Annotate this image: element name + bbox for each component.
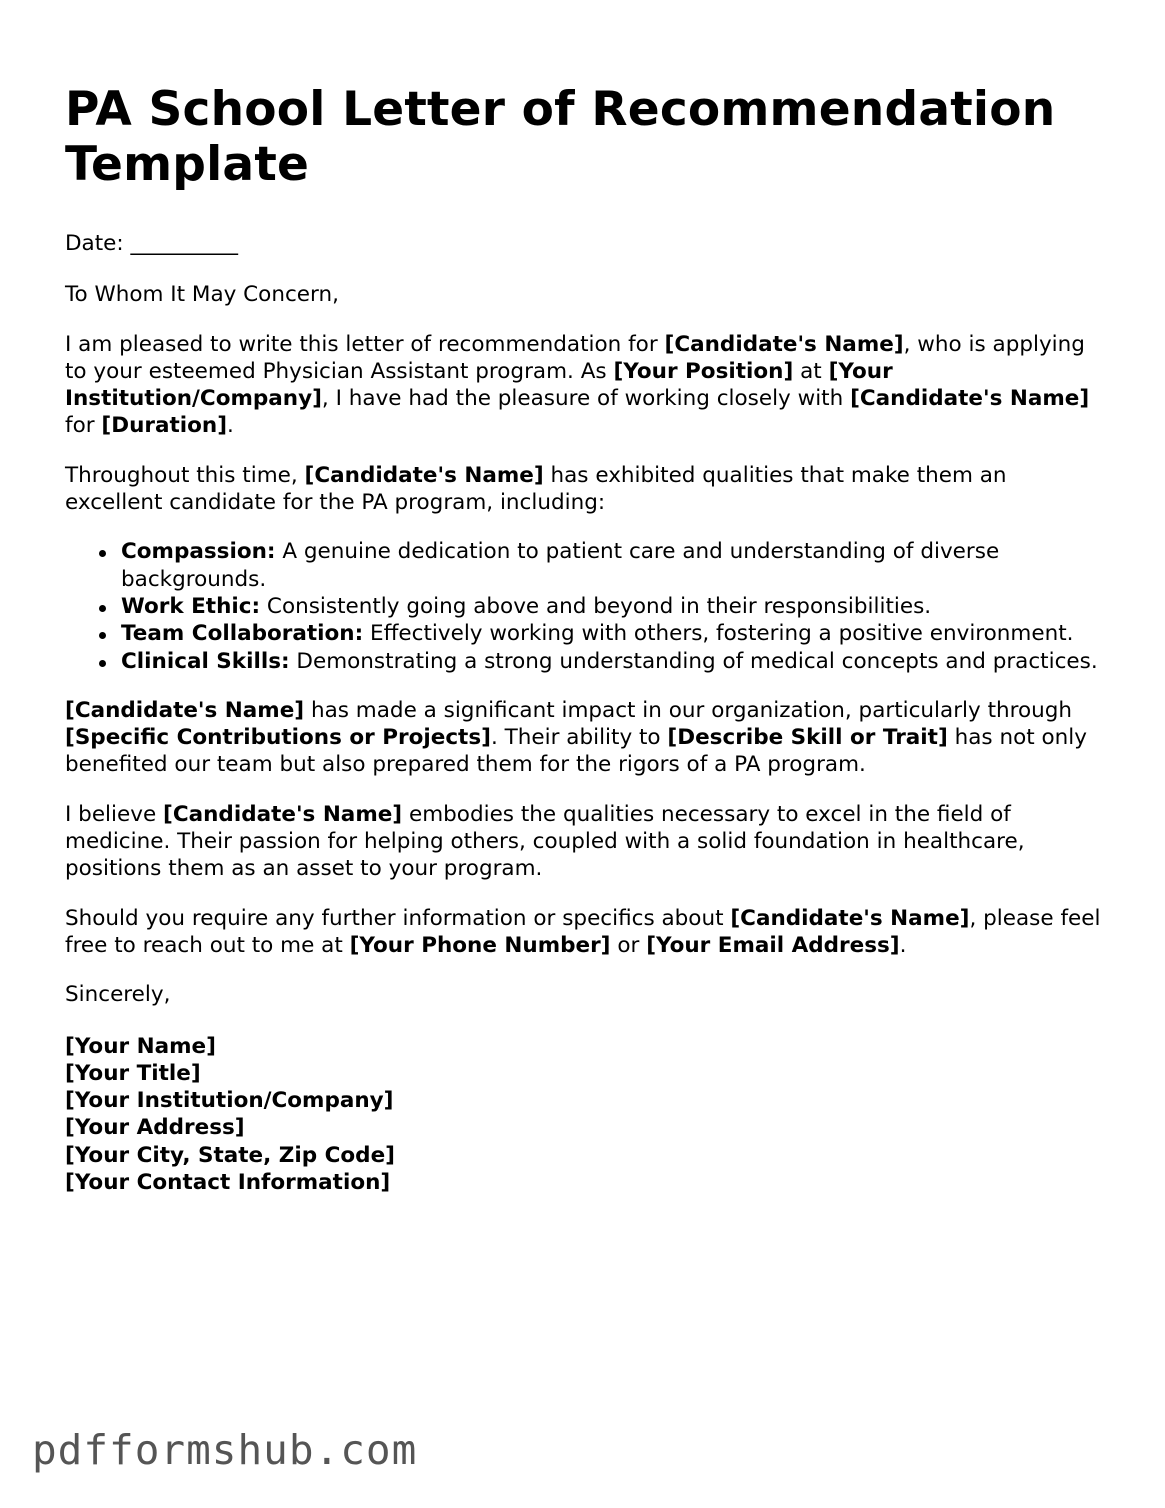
text-run: for xyxy=(65,413,102,439)
bullet-icon xyxy=(99,660,106,667)
intro-paragraph xyxy=(65,331,1105,440)
quality-label: Work Ethic: xyxy=(121,593,261,619)
closing: Sincerely, xyxy=(65,982,171,1008)
placeholder-phone-number: [Your Phone Number] xyxy=(349,932,611,958)
text-run: Throughout this time, xyxy=(65,462,305,488)
page-title: PA School Letter of Recommendation Template xyxy=(65,82,1056,192)
placeholder-email-address: [Your Email Address] xyxy=(646,932,900,958)
quality-label: Team Collaboration: xyxy=(121,621,364,647)
text-run: at xyxy=(793,358,829,384)
quality-text: Consistently going above and beyond in their responsibilities. xyxy=(260,593,932,619)
list-item xyxy=(121,648,1105,675)
text-run: I am pleased to write this letter of recommendation for xyxy=(65,331,665,357)
qualities-intro-paragraph xyxy=(65,462,1105,517)
letter-page xyxy=(65,82,1105,1196)
text-run: . xyxy=(227,413,234,439)
text-run: embodies the qualities necessary to excel in the field of medicine. Their passion for helping others, coupled with a solid foundation in healthcare, positions them as an asset to your program. xyxy=(65,801,1025,882)
placeholder-contributions: [Specific Contributions or Projects] xyxy=(65,725,491,751)
text-run: has exhibited qualities that make them an excellent candidate for the PA program, including: xyxy=(65,462,1007,516)
bullet-icon xyxy=(99,605,106,612)
impact-paragraph xyxy=(65,697,1105,779)
signature-block xyxy=(65,1033,1105,1197)
text-run: . xyxy=(899,932,907,958)
placeholder-your-position: [Your Position] xyxy=(613,358,794,384)
signature-city-state-zip: [Your City, State, Zip Code] xyxy=(65,1142,395,1168)
signature-name: [Your Name] xyxy=(65,1033,216,1059)
salutation: To Whom It May Concern, xyxy=(65,282,339,308)
list-item xyxy=(121,538,1105,593)
text-run: I believe xyxy=(65,801,164,827)
text-run: Should you require any further information or specifics about xyxy=(65,905,731,931)
signature-address: [Your Address] xyxy=(65,1115,245,1141)
text-run: , who is applying to your esteemed Physician Assistant program. As xyxy=(65,331,1085,384)
quality-text: A genuine dedication to patient care and understanding of diverse backgrounds. xyxy=(121,539,1000,592)
signature-title: [Your Title] xyxy=(65,1060,201,1086)
text-run: has not only benefited our team but also prepared them for the rigors of a PA program. xyxy=(65,725,1087,778)
quality-text: Effectively working with others, fostering a positive environment. xyxy=(363,621,1074,647)
qualities-list xyxy=(65,538,1105,674)
bullet-icon xyxy=(99,550,106,557)
placeholder-skill-trait: [Describe Skill or Trait] xyxy=(667,725,948,751)
placeholder-candidate-name: [Candidate's Name] xyxy=(163,801,403,827)
text-run: or xyxy=(610,932,647,958)
watermark: pdfformshub.com xyxy=(32,1426,418,1474)
placeholder-duration: [Duration] xyxy=(101,413,228,439)
placeholder-candidate-name: [Candidate's Name] xyxy=(65,697,305,723)
signature-institution: [Your Institution/Company] xyxy=(65,1088,394,1114)
signature-contact: [Your Contact Information] xyxy=(65,1170,391,1196)
contact-paragraph xyxy=(65,905,1105,960)
list-item xyxy=(121,593,1105,620)
text-run: , I have had the pleasure of working closely with xyxy=(321,386,851,412)
quality-label: Compassion: xyxy=(121,539,276,565)
belief-paragraph xyxy=(65,801,1105,883)
text-run: has made a significant impact in our organization, particularly through xyxy=(304,697,1073,723)
text-run: . Their ability to xyxy=(490,725,668,751)
quality-text: Demonstrating a strong understanding of medical concepts and practices. xyxy=(289,648,1098,674)
quality-label: Clinical Skills: xyxy=(121,648,290,674)
placeholder-candidate-name: [Candidate's Name] xyxy=(730,905,970,931)
bullet-icon xyxy=(99,632,106,639)
placeholder-candidate-name: [Candidate's Name] xyxy=(850,386,1090,412)
list-item xyxy=(121,620,1105,647)
placeholder-candidate-name: [Candidate's Name] xyxy=(304,462,544,488)
placeholder-candidate-name: [Candidate's Name] xyxy=(664,331,904,357)
text-run: , please feel free to reach out to me at xyxy=(65,905,1101,958)
letter-body xyxy=(65,230,1105,1196)
placeholder-institution: [Your Institution/Company] xyxy=(65,358,893,412)
date-line: Date: __________ xyxy=(65,231,238,256)
